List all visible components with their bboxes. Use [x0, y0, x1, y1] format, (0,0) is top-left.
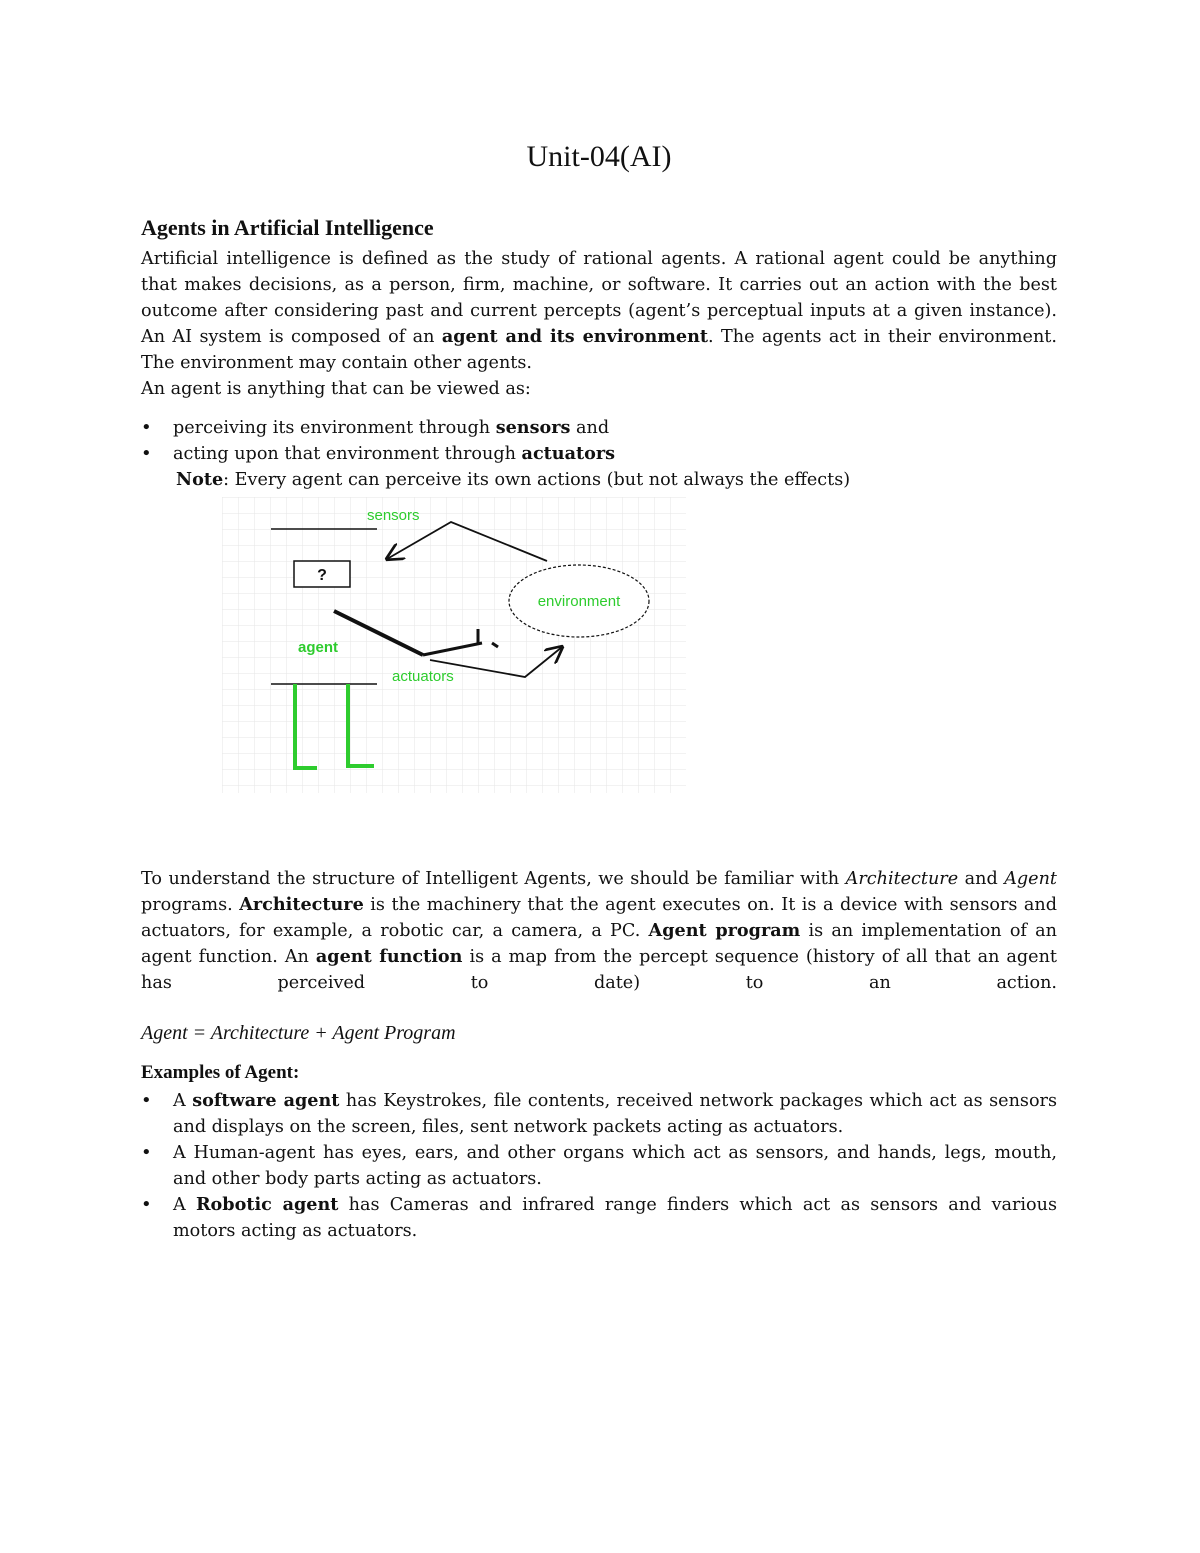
agent-label: agent	[298, 639, 339, 656]
bullet-text: and	[570, 418, 610, 438]
intro-paragraph	[141, 246, 1057, 376]
agent-definition: An agent is anything that can be viewed as:	[141, 379, 531, 399]
note-text: : Every agent can perceive its own actions (but not always the effects)	[223, 470, 851, 490]
structure-text: is the machinery that the agent executes on. It is a device with sensors and actuators, for example, a robotic car, a camera, a PC.	[141, 895, 1057, 941]
question-mark: ?	[317, 567, 327, 584]
bullet-bold: sensors	[495, 417, 571, 438]
structure-bold: Agent program	[648, 920, 801, 941]
structure-text: and	[958, 869, 1005, 889]
intro-text-2: . The agents act in their environment. The environment may contain other agents.	[141, 327, 1057, 373]
agent-environment-diagram	[222, 497, 686, 793]
note-line	[176, 467, 850, 493]
sensors-label: sensors	[367, 507, 420, 524]
agent-bullets	[141, 415, 1057, 467]
example-text: has Cameras and infrared range finders which act as sensors and various motors acting as actuators.	[173, 1195, 1057, 1241]
list-item	[141, 1192, 1057, 1244]
examples-heading: Examples of Agent:	[141, 1062, 300, 1083]
structure-italic: Architecture	[845, 869, 959, 889]
example-bold: software agent	[192, 1090, 340, 1111]
note-label: Note	[176, 469, 224, 490]
structure-text: programs.	[141, 895, 240, 915]
list-item	[141, 1088, 1057, 1140]
bullet-text: perceiving its environment through	[173, 418, 496, 438]
agent-formula: Agent = Architecture + Agent Program	[141, 1022, 456, 1044]
structure-text: To understand the structure of Intelligent Agents, we should be familiar with	[141, 869, 846, 889]
environment-label: environment	[537, 593, 621, 610]
list-item	[141, 415, 1057, 441]
intro-text-1: Artificial intelligence is defined as the study of rational agents. A rational agent could be anything that makes decisions, as a person, firm, machine, or software. It carries out an action with the best outcome after considering past and current percepts (agent’s perceptual inputs at a given instance). An AI system is composed of an	[141, 249, 1057, 347]
actuators-label: actuators	[392, 668, 454, 685]
structure-bold: agent function	[315, 946, 463, 967]
grid-background	[222, 497, 686, 793]
intro-bold: agent and its environment	[441, 326, 709, 347]
structure-paragraph	[141, 866, 1057, 996]
bullet-bold: actuators	[521, 443, 616, 464]
example-bold: Robotic agent	[195, 1194, 339, 1215]
structure-italic: Agent	[1004, 869, 1057, 889]
list-item	[141, 441, 1057, 467]
example-text: has Keystrokes, file contents, received network packages which act as sensors and displays on the screen, files, sent network packets acting as actuators.	[173, 1091, 1057, 1137]
section-heading: Agents in Artificial Intelligence	[141, 215, 434, 240]
examples-list	[141, 1088, 1057, 1244]
example-text: A	[173, 1091, 193, 1111]
bullet-text: acting upon that environment through	[173, 444, 522, 464]
page-title: Unit-04(AI)	[526, 140, 672, 173]
example-text: A Human-agent has eyes, ears, and other organs which act as sensors, and hands, legs, mouth, and other body parts acting as actuators.	[173, 1143, 1057, 1189]
structure-bold: Architecture	[239, 894, 364, 915]
list-item	[141, 1140, 1057, 1192]
structure-text: is a map from the percept sequence (history of all that an agent has perceived to date) to an action.	[141, 947, 1058, 993]
example-text: A	[173, 1195, 196, 1215]
structure-text: is an implementation of an agent function. An	[141, 921, 1057, 967]
